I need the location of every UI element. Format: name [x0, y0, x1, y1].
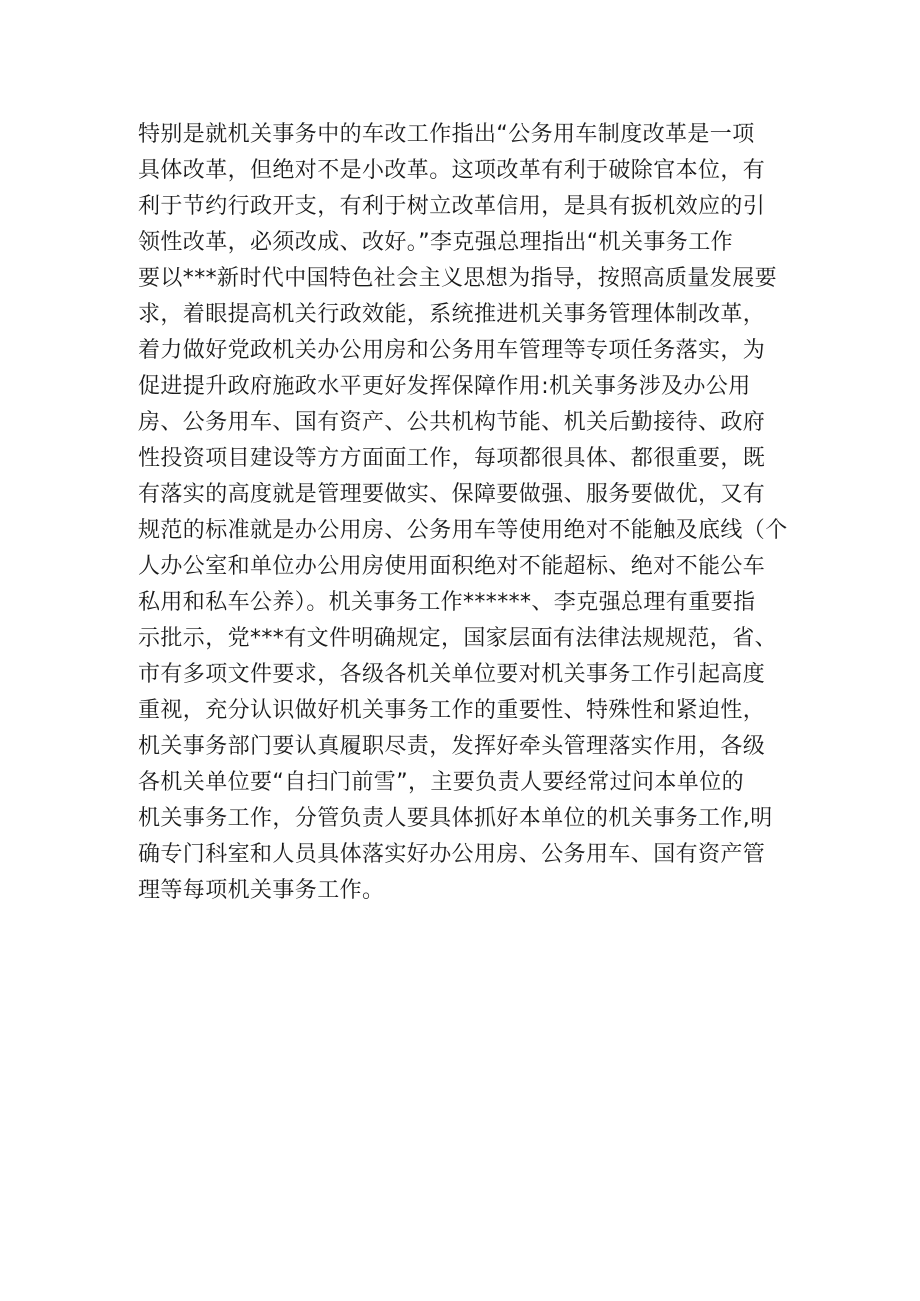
text-line: 示批示，党***有文件明确规定，国家层面有法律法规规范，省、: [138, 626, 778, 651]
text-line: 性投资项目建设等方方面面工作，每项都很具体、都很重要，既: [138, 446, 766, 471]
text-line: 领性改革，必须改成、改好。”李克强总理指出“机关事务工作: [138, 230, 733, 255]
text-line: 规范的标准就是办公用房、公务用车等使用绝对不能触及底线（个: [138, 518, 788, 543]
body-paragraph: [138, 117, 818, 909]
text-line: 重视，充分认识做好机关事务工作的重要性、特殊性和紧迫性，: [138, 698, 766, 723]
text-line: 着力做好党政机关办公用房和公务用车管理等专项任务落实，为: [138, 338, 766, 363]
text-line: 私用和私车公养）。机关事务工作******、李克强总理有重要指: [138, 590, 756, 615]
text-line: 利于节约行政开支，有利于树立改革信用，是具有扳机效应的引: [138, 194, 766, 219]
text-line: 各机关单位要“自扫门前雪”，主要负责人要经常过问本单位的: [138, 770, 744, 795]
text-line: 理等每项机关事务工作。: [138, 878, 385, 903]
text-line: 人办公室和单位办公用房使用面积绝对不能超标、绝对不能公车: [138, 554, 766, 579]
text-line: 要以***新时代中国特色社会主义思想为指导，按照高质量发展要: [138, 266, 778, 291]
text-line: 市有多项文件要求，各级各机关单位要对机关事务工作引起高度: [138, 662, 766, 687]
text-line: 机关事务部门要认真履职尽责，发挥好牵头管理落实作用，各级: [138, 734, 766, 759]
text-line: 求，着眼提高机关行政效能，系统推进机关事务管理体制改革，: [138, 302, 766, 327]
text-line: 房、公务用车、国有资产、公共机构节能、机关后勤接待、政府: [138, 410, 766, 435]
text-line: 有落实的高度就是管理要做实、保障要做强、服务要做优，又有: [138, 482, 766, 507]
text-line: 特别是就机关事务中的车改工作指出“公务用车制度改革是一项: [138, 122, 755, 147]
text-line: 机关事务工作，分管负责人要具体抓好本单位的机关事务工作,明: [138, 806, 773, 831]
text-line: 确专门科室和人员具体落实好办公用房、公务用车、国有资产管: [138, 842, 766, 867]
text-line: 促进提升政府施政水平更好发挥保障作用:机关事务涉及办公用: [138, 374, 751, 399]
text-line: 具体改革，但绝对不是小改革。这项改革有利于破除官本位，有: [138, 158, 766, 183]
